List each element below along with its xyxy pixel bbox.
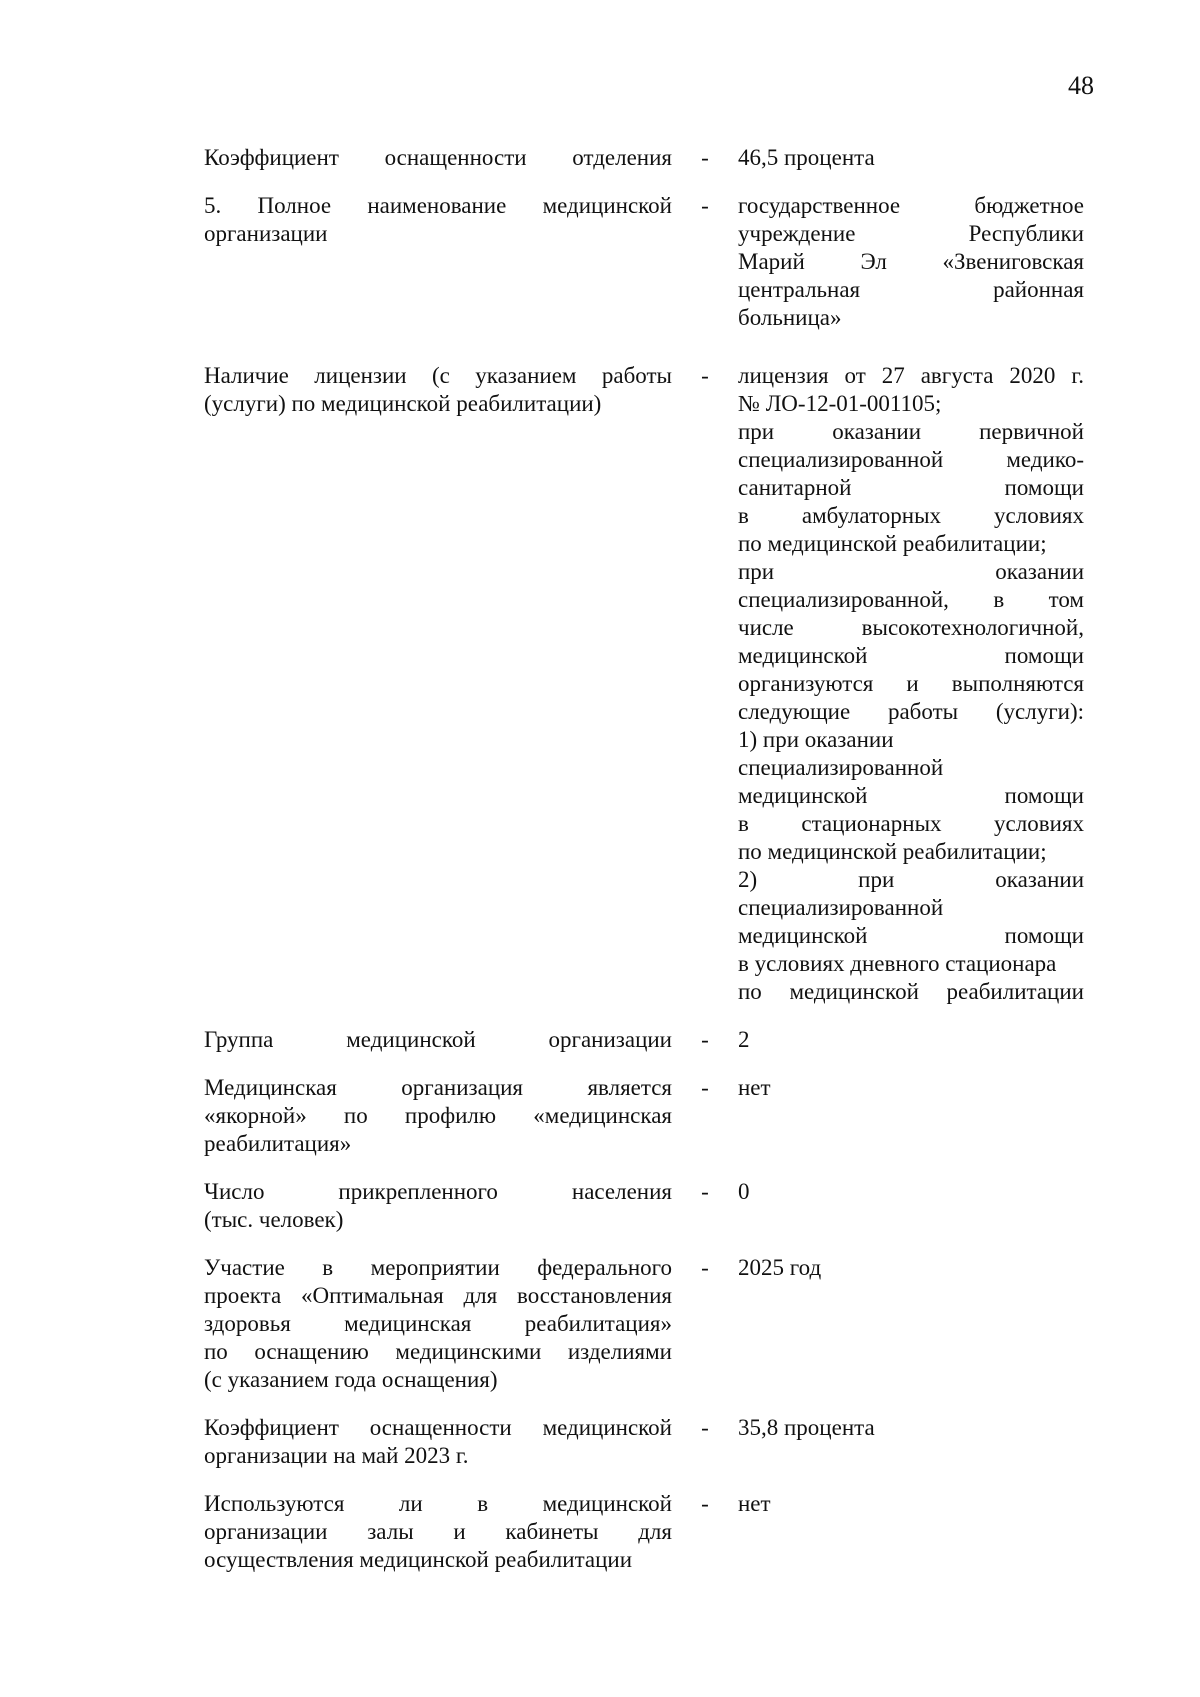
- document-row: [204, 1414, 1084, 1470]
- row-value-line: 2: [738, 1027, 750, 1052]
- row-label: [204, 362, 672, 418]
- row-value-line: 2025 год: [738, 1255, 822, 1280]
- row-value-line: по медицинской реабилитации;: [738, 531, 1047, 556]
- row-label-line: (с указанием года оснащения): [204, 1367, 498, 1392]
- row-value-line: в амбулаторных условиях: [738, 503, 1084, 528]
- row-label: [204, 1490, 672, 1574]
- document-row: [204, 1178, 1084, 1234]
- row-value-line: нет: [738, 1491, 771, 1516]
- row-value: [738, 362, 1084, 1006]
- row-value-line: в стационарных условиях: [738, 811, 1084, 836]
- row-label-line: осуществления медицинской реабилитации: [204, 1547, 633, 1572]
- row-label: [204, 1026, 672, 1054]
- row-label-line: (услуги) по медицинской реабилитации): [204, 391, 602, 416]
- row-value-line: специализированной: [738, 895, 944, 920]
- page-number: 48: [1068, 71, 1094, 100]
- row-value-line: больница»: [738, 305, 842, 330]
- row-label-line: 5. Полное наименование медицинской: [204, 193, 672, 218]
- row-value-line: по медицинской реабилитации;: [738, 839, 1047, 864]
- row-label-line: (тыс. человек): [204, 1207, 344, 1232]
- row-label-line: «якорной» по профилю «медицинская: [204, 1103, 672, 1128]
- row-value-line: при оказании: [738, 559, 1084, 584]
- row-value: [738, 1178, 1084, 1206]
- row-label-line: Наличие лицензии (с указанием работы: [204, 363, 672, 388]
- row-label-line: Медицинская организация является: [204, 1075, 672, 1100]
- row-value-line: медицинской помощи: [738, 643, 1084, 668]
- row-label-line: Коэффициент оснащенности отделения: [204, 145, 672, 170]
- row-label-line: по оснащению медицинскими изделиями: [204, 1339, 672, 1364]
- row-dash: -: [701, 363, 709, 388]
- row-value-line: медицинской помощи: [738, 923, 1084, 948]
- row-label-line: Используются ли в медицинской: [204, 1491, 672, 1516]
- row-label-line: проекта «Оптимальная для восстановления: [204, 1283, 672, 1308]
- row-value-line: специализированной медико-: [738, 447, 1084, 472]
- row-value-line: санитарной помощи: [738, 475, 1084, 500]
- row-value-line: числе высокотехнологичной,: [738, 615, 1084, 640]
- row-value-line: № ЛО-12-01-001105;: [738, 391, 942, 416]
- row-dash: -: [701, 1179, 709, 1204]
- row-value: [738, 1414, 1084, 1442]
- row-label-line: Число прикрепленного населения: [204, 1179, 672, 1204]
- row-label: [204, 1414, 672, 1470]
- row-value-line: государственное бюджетное: [738, 193, 1084, 218]
- row-value-line: медицинской помощи: [738, 783, 1084, 808]
- row-dash: -: [701, 1491, 709, 1516]
- row-label-line: Коэффициент оснащенности медицинской: [204, 1415, 672, 1440]
- row-value: [738, 144, 1084, 172]
- row-value-line: 0: [738, 1179, 750, 1204]
- row-label-line: Группа медицинской организации: [204, 1027, 672, 1052]
- row-value-line: 1) при оказании: [738, 727, 894, 752]
- row-dash: -: [701, 1075, 709, 1100]
- row-value: [738, 1026, 1084, 1054]
- row-label-line: здоровья медицинская реабилитация»: [204, 1311, 672, 1336]
- row-value-line: следующие работы (услуги):: [738, 699, 1084, 724]
- document-row: [204, 192, 1084, 332]
- row-value-line: специализированной, в том: [738, 587, 1084, 612]
- row-label-line: организации: [204, 221, 328, 246]
- document-row: [204, 1074, 1084, 1158]
- row-value: [738, 1254, 1084, 1282]
- row-value-line: по медицинской реабилитации: [738, 979, 1084, 1004]
- document-row: [204, 144, 1084, 172]
- row-value-line: нет: [738, 1075, 771, 1100]
- document-body: [204, 144, 1084, 1574]
- row-value: [738, 192, 1084, 332]
- row-value: [738, 1074, 1084, 1102]
- row-dash: -: [701, 145, 709, 170]
- row-dash: -: [701, 193, 709, 218]
- row-value-line: 2) при оказании: [738, 867, 1084, 892]
- row-label: [204, 1074, 672, 1158]
- row-dash: -: [701, 1255, 709, 1280]
- row-value: [738, 1490, 1084, 1518]
- document-row: [204, 362, 1084, 1006]
- row-value-line: 46,5 процента: [738, 145, 875, 170]
- document-row: [204, 1026, 1084, 1054]
- row-value-line: 35,8 процента: [738, 1415, 875, 1440]
- row-value-line: специализированной: [738, 755, 944, 780]
- row-dash: -: [701, 1027, 709, 1052]
- row-value-line: Марий Эл «Звениговская: [738, 249, 1084, 274]
- row-label-line: реабилитация»: [204, 1131, 352, 1156]
- row-value-line: лицензия от 27 августа 2020 г.: [738, 363, 1084, 388]
- row-label: [204, 144, 672, 172]
- row-value-line: центральная районная: [738, 277, 1084, 302]
- row-label: [204, 192, 672, 248]
- row-label: [204, 1254, 672, 1394]
- row-value-line: организуются и выполняются: [738, 671, 1084, 696]
- row-value-line: в условиях дневного стационара: [738, 951, 1057, 976]
- row-value-line: учреждение Республики: [738, 221, 1084, 246]
- row-label-line: Участие в мероприятии федерального: [204, 1255, 672, 1280]
- row-label-line: организации залы и кабинеты для: [204, 1519, 672, 1544]
- row-dash: -: [701, 1415, 709, 1440]
- document-row: [204, 1254, 1084, 1394]
- document-row: [204, 1490, 1084, 1574]
- row-value-line: при оказании первичной: [738, 419, 1084, 444]
- row-label-line: организации на май 2023 г.: [204, 1443, 469, 1468]
- row-label: [204, 1178, 672, 1234]
